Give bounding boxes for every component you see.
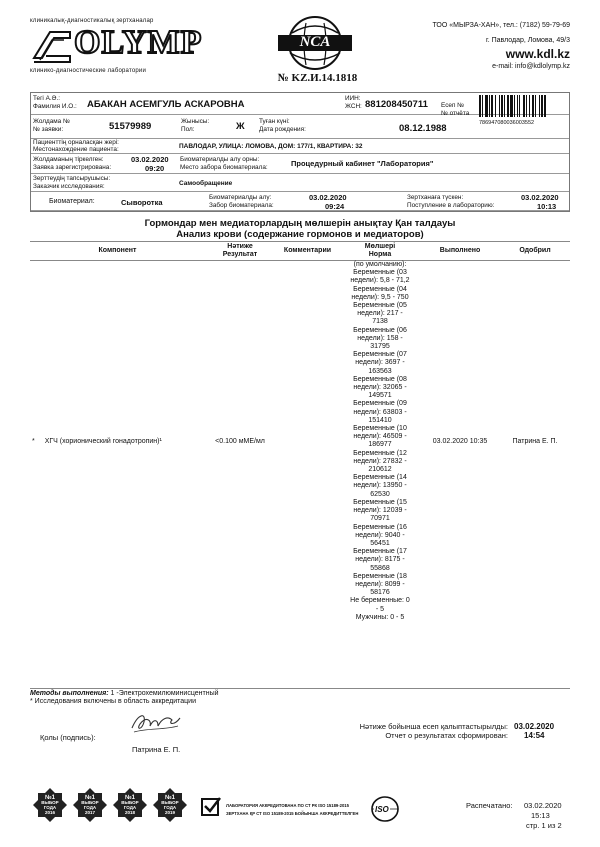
order-number: 51579989 xyxy=(109,121,152,132)
approved-value: Патрина Е. П. xyxy=(512,437,558,445)
norm-line: - 5 xyxy=(375,605,385,613)
norm-line: недели): 217 - xyxy=(357,310,403,318)
norm-line: Беременные (03 xyxy=(353,269,407,277)
printed-date: 03.02.2020 xyxy=(524,801,562,810)
col-result-kz: Нәтиже xyxy=(227,243,253,250)
analysis-title-rus: Анализ крови (содержание гормонов и медиаторов) xyxy=(176,229,424,240)
methods-line xyxy=(30,690,570,698)
star-year: 2016 xyxy=(44,810,55,815)
norm-line: Не беременные: 0 xyxy=(350,597,410,605)
taken-label-kz: Биоматериалды алу: xyxy=(209,194,272,201)
report-formed-label-kz: Нәтиже бойынша есеп қалыптастырылды: xyxy=(359,722,508,731)
iso-label: ISO xyxy=(375,805,389,814)
received-time: 10:13 xyxy=(537,202,557,211)
patient-iin: 881208450711 xyxy=(365,99,428,110)
received-date: 03.02.2020 xyxy=(521,193,559,202)
norm-line: Беременные (16 xyxy=(353,523,407,531)
norm-line: Беременные (15 xyxy=(353,498,407,506)
report-label-kz: Есеп № xyxy=(441,102,465,109)
printed-time: 15:13 xyxy=(531,811,550,820)
col-component: Компонент xyxy=(30,242,205,261)
col-result-ru: Результат xyxy=(222,251,258,258)
star-sub: ГОДА xyxy=(163,805,177,810)
norm-line: Беременные (18 xyxy=(353,572,407,580)
norm-line: 56451 xyxy=(370,539,390,547)
collection-place-label-ru: Место забора биоматериала: xyxy=(180,164,268,171)
col-norm xyxy=(340,242,420,261)
norm-line: недели): 5,8 - 71,2 xyxy=(350,277,410,285)
received-label-kz: Зертханаға түскен: xyxy=(407,194,464,201)
accreditation-note: * Исследования включены в область аккредитации xyxy=(30,698,196,705)
olymp-logo xyxy=(30,24,203,66)
norm-line: недели): 13950 - xyxy=(353,482,407,490)
email-link[interactable]: e-mail: info@kdlolymp.kz xyxy=(492,63,570,70)
location-label-kz: Пациенттің орналасқан жері: xyxy=(33,139,119,146)
norm-line: недели): 8099 - xyxy=(355,580,405,588)
col-comments: Комментарии xyxy=(275,242,340,261)
star-sub: ГОДА xyxy=(43,805,57,810)
norm-line: Беременные (06 xyxy=(353,326,407,334)
website-link[interactable]: www.kdl.kz xyxy=(505,47,570,61)
order-label-kz: Жолдама № xyxy=(33,118,70,125)
norm-line: Беременные (14 xyxy=(353,474,407,482)
norm-line: недели): 3697 - xyxy=(355,359,405,367)
patient-info-box xyxy=(30,92,570,212)
methods-block xyxy=(30,688,570,706)
norm-line: недели): 9,5 - 750 xyxy=(351,293,409,301)
location-label-ru: Местонахождение пациента: xyxy=(33,146,119,153)
sex-label-ru: Пол: xyxy=(181,126,195,133)
award-star-2019 xyxy=(152,787,188,823)
norm-line: Беременные (10 xyxy=(353,425,407,433)
result-value: <0.100 мМЕ/мл xyxy=(215,437,265,445)
norm-line: 210612 xyxy=(368,466,392,474)
sex-label-kz: Жынысы: xyxy=(181,118,210,125)
patient-sex: Ж xyxy=(236,121,245,132)
norm-line: недели): 27832 - xyxy=(353,457,407,465)
taken-date: 03.02.2020 xyxy=(309,193,347,202)
biomaterial: Сыворотка xyxy=(121,198,163,207)
customer: Самообращение xyxy=(179,180,233,187)
report-label-ru: № отчёта xyxy=(441,110,470,117)
col-result xyxy=(205,242,275,261)
award-star-2016 xyxy=(32,787,68,823)
norm-line: Беременные (09 xyxy=(353,400,407,408)
star-rank: №1 xyxy=(164,795,176,801)
signature-label: Қолы (подпись): xyxy=(40,733,96,742)
methods-label: Методы выполнения: xyxy=(30,690,109,697)
norm-line: недели): 12039 - xyxy=(353,507,407,515)
norm-line: Беременные (08 xyxy=(353,375,407,383)
iin-label-kz: ИИН: xyxy=(345,95,361,102)
col-norm-kz: Мөлшері xyxy=(364,243,396,250)
norm-line: 70971 xyxy=(370,515,390,523)
norm-line: Беременные (04 xyxy=(353,285,407,293)
page-number: стр. 1 из 2 xyxy=(526,821,562,830)
taken-label-ru: Забор биоматериала: xyxy=(209,202,274,209)
norm-line: 151410 xyxy=(368,416,392,424)
table-header-row xyxy=(30,242,570,261)
norm-line: Беременные (07 xyxy=(353,351,407,359)
norm-line: Беременные (12 xyxy=(353,449,407,457)
norm-cell xyxy=(340,261,420,622)
norm-line: 31795 xyxy=(370,343,390,351)
accredited-marker: * xyxy=(32,437,35,445)
report-formed-label-ru: Отчет о результатах сформирован: xyxy=(385,731,508,740)
award-star-2018 xyxy=(112,787,148,823)
col-done: Выполнено xyxy=(420,242,500,261)
norm-line: недели): 8175 - xyxy=(355,556,405,564)
patient-name: АБАКАН АСЕМГУЛЬ АСКАРОВНА xyxy=(87,99,245,110)
company-line: ТОО «МЫРЗА-ХАН», тел.: (7182) 59-79-69 xyxy=(432,22,570,29)
accreditation-line-1: ЛАБОРАТОРИЯ АККРЕДИТОВАНА ПО СТ РК ISO 15189-2015 xyxy=(226,803,349,808)
done-value: 03.02.2020 10:35 xyxy=(432,437,488,445)
star-word: ВЫБОР xyxy=(81,800,99,805)
taken-time: 09:24 xyxy=(325,202,345,211)
norm-line: Мужчины: 0 - 5 xyxy=(355,613,405,621)
norm-line: 62530 xyxy=(370,490,390,498)
norm-line: (по умолчанию): xyxy=(353,261,407,268)
results-table xyxy=(30,241,570,622)
registered-time: 09:20 xyxy=(145,164,165,173)
registered-label-kz: Жолдаманың тіркелген: xyxy=(33,156,104,163)
checkbox-check-icon xyxy=(201,796,221,818)
norm-line: недели): 32065 - xyxy=(353,384,407,392)
star-word: ВЫБОР xyxy=(121,800,139,805)
norm-line: недели): 46509 - xyxy=(353,433,407,441)
norm-line: 149571 xyxy=(368,392,392,400)
star-year: 2018 xyxy=(124,810,135,815)
norm-line: 58176 xyxy=(370,589,390,597)
collection-place: Процедурный кабинет "Лаборатория" xyxy=(291,159,434,168)
star-year: 2019 xyxy=(164,810,175,815)
norm-line: 7138 xyxy=(372,318,388,326)
barcode-icon xyxy=(479,95,567,117)
name-label-kz: Тегі А.Ә.: xyxy=(33,95,61,102)
report-formed-date: 03.02.2020 xyxy=(514,722,555,731)
olymp-logo-icon xyxy=(30,28,74,66)
col-norm-ru: Норма xyxy=(368,251,392,258)
name-label-ru: Фамилия И.О.: xyxy=(33,103,77,110)
col-approved: Одобрил xyxy=(500,242,570,261)
report-formed-time: 14:54 xyxy=(524,731,545,740)
star-word: ВЫБОР xyxy=(161,800,179,805)
printed-label: Распечатано: xyxy=(466,801,513,810)
customer-label-kz: Зерттеудің тапсырушысы: xyxy=(33,175,111,182)
star-year: 2017 xyxy=(84,810,95,815)
table-row xyxy=(30,261,570,622)
star-rank: №1 xyxy=(84,795,96,801)
award-star-2017 xyxy=(72,787,108,823)
iin-label-ru: ЖСН: xyxy=(345,103,362,110)
component-name: ХГЧ (хорионический гонадотропин)¹ xyxy=(44,437,162,445)
norm-line: недели): 63803 - xyxy=(353,408,407,416)
barcode-number: 786947080036003552 xyxy=(479,120,535,126)
star-sub: ГОДА xyxy=(83,805,97,810)
report-barcode-block xyxy=(439,94,569,138)
dob-label-kz: Туған күні: xyxy=(259,118,290,125)
norm-line: 186977 xyxy=(368,441,392,449)
norm-line: 55868 xyxy=(370,564,390,572)
signer-name: Патрина Е. П. xyxy=(132,745,181,754)
star-word: ВЫБОР xyxy=(41,800,59,805)
norm-line: 163563 xyxy=(368,367,392,375)
brand-name: OLYMP xyxy=(74,24,203,61)
star-rank: №1 xyxy=(44,795,56,801)
accreditation-line-2: ЗЕРТХАНА ҚР СТ ISO 15189-2015 БОЙЫНША АККРЕДИТТЕЛГЕН xyxy=(226,811,359,816)
lab-name-kaz: клиникалық-диагностикалық зертханалар xyxy=(30,18,154,24)
component-cell xyxy=(30,261,205,622)
order-label-ru: № заявки: xyxy=(33,126,64,133)
biomaterial-label: Биоматериал: xyxy=(49,198,95,205)
norm-line: недели): 158 - xyxy=(357,334,403,342)
nca-logo xyxy=(276,15,354,75)
registered-label-ru: Заявка зарегистрирована: xyxy=(33,164,112,171)
analysis-title-kaz: Гормондар мен медиаторлардың мөлшерін анықтау Қан талдауы xyxy=(144,218,456,229)
comments-value xyxy=(275,261,340,622)
received-label-ru: Поступление в лабораторию: xyxy=(407,202,495,209)
company-address: г. Павлодар, Ломова, 49/3 xyxy=(486,37,570,44)
norm-line: Беременные (17 xyxy=(353,548,407,556)
certificate-number: № KZ.И.14.1818 xyxy=(277,72,358,84)
customer-label-ru: Заказчик исследования: xyxy=(33,183,105,190)
signature-icon xyxy=(128,708,184,736)
dob-label-ru: Дата рождения: xyxy=(259,126,306,133)
patient-dob: 08.12.1988 xyxy=(399,123,447,134)
star-sub: ГОДА xyxy=(123,805,137,810)
methods-text: 1 -Электрохемилюминисцентный xyxy=(108,690,219,697)
norm-line: Беременные (05 xyxy=(353,302,407,310)
nca-text: NCA xyxy=(299,34,331,50)
collection-place-label-kz: Биоматериалды алу орны: xyxy=(180,156,260,163)
patient-location: ПАВЛОДАР, УЛИЦА: ЛОМОВА, ДОМ: 177/1, КВАРТИРА: 32 xyxy=(179,143,363,150)
star-rank: №1 xyxy=(124,795,136,801)
norm-line: недели): 9040 - xyxy=(355,531,405,539)
lab-name-rus: клинико-диагностические лаборатории xyxy=(30,68,147,74)
registered-date: 03.02.2020 xyxy=(131,155,169,164)
